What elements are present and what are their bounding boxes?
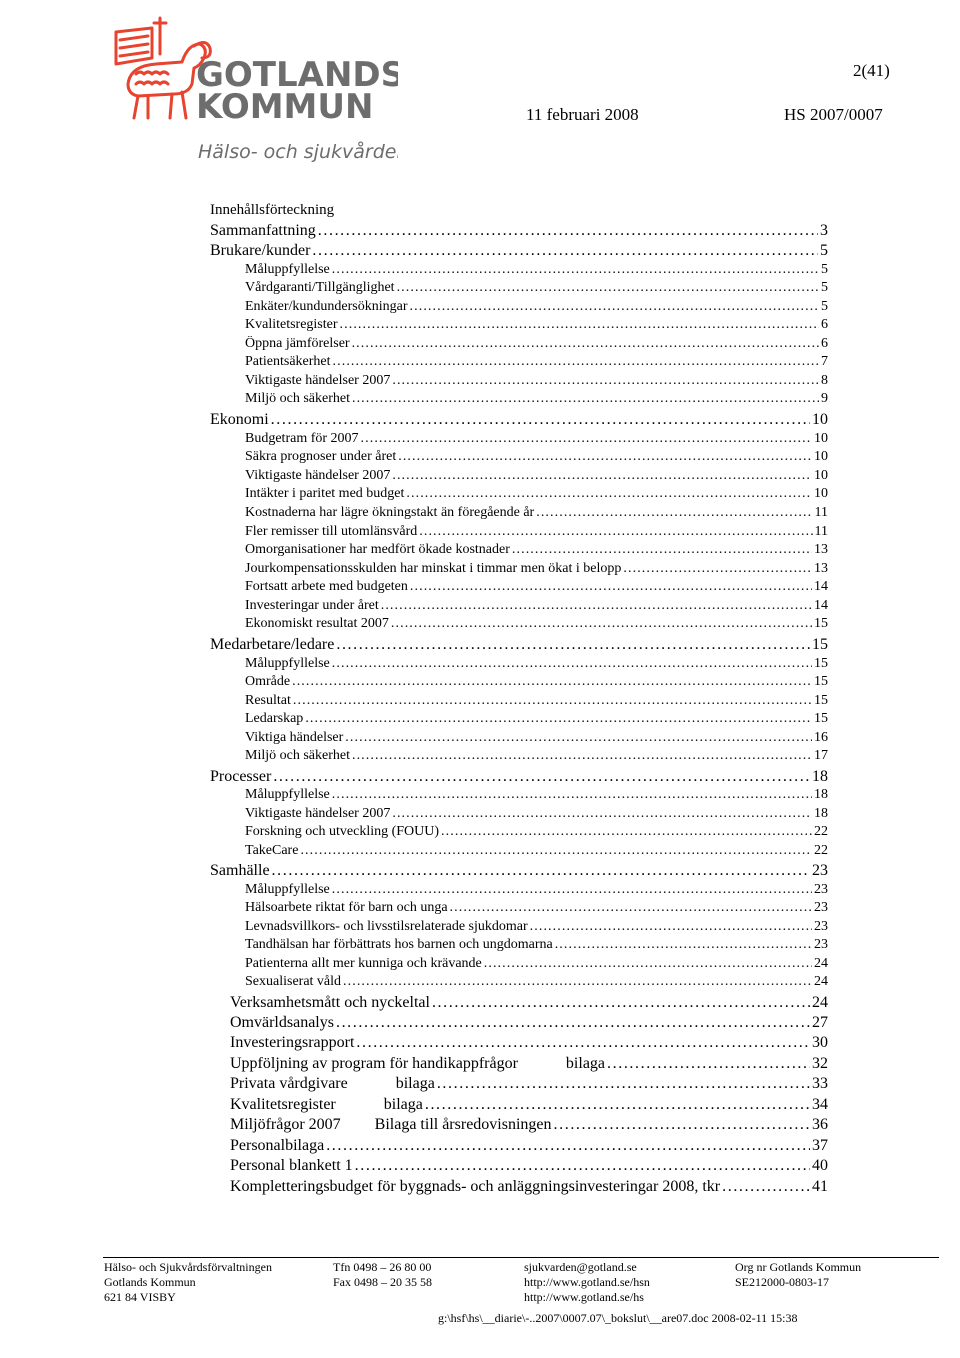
toc-entry-page: 6 [821, 336, 828, 351]
toc-leader-dots [419, 524, 812, 540]
toc-entry-title: Måluppfyllelse [245, 656, 330, 671]
toc-entry[interactable] [245, 843, 828, 859]
toc-entry-title: Måluppfyllelse [245, 882, 330, 897]
toc-entry-suffix: Bilaga till årsredovisningen [374, 1116, 552, 1133]
toc-entry-title: Fler remisser till utomlänsvård [245, 524, 418, 539]
logo-org-line2: KOMMUN [196, 87, 374, 127]
toc-entry-page: 23 [814, 937, 828, 952]
toc-entry[interactable] [210, 222, 828, 240]
toc-entry[interactable] [245, 693, 828, 709]
footer-line: Org nr Gotlands Kommun [735, 1260, 862, 1274]
toc-entry-page: 18 [812, 768, 828, 785]
toc-entry-title: TakeCare [245, 843, 299, 858]
toc-leader-dots [512, 542, 812, 558]
toc-leader-dots [312, 242, 818, 260]
toc-entry-page: 10 [812, 411, 828, 428]
toc-entry[interactable] [210, 242, 828, 260]
toc-entry-title: Intäkter i paritet med budget [245, 486, 405, 501]
footer-divider [103, 1257, 939, 1258]
toc-leader-dots [271, 411, 810, 429]
toc-entry-title: Säkra prognoser under året [245, 449, 397, 464]
toc-entry[interactable] [245, 598, 828, 614]
toc-leader-dots [607, 1055, 810, 1073]
footer-email-link[interactable]: sjukvarden@gotland.se [524, 1260, 637, 1274]
toc-entry-page: 34 [812, 1096, 828, 1113]
toc-leader-dots [352, 748, 812, 764]
toc-leader-dots [300, 843, 812, 859]
toc-entry[interactable] [245, 336, 828, 352]
document-date: 11 februari 2008 [526, 105, 639, 124]
toc-entry-title: Processer [210, 768, 272, 785]
toc-entry-page: 23 [814, 919, 828, 934]
page-number: 2(41) [853, 61, 890, 80]
toc-entry-page: 3 [820, 222, 828, 239]
toc-entry-title: Viktigaste händelser 2007 [245, 468, 391, 483]
toc-entry-title: Personalbilaga [230, 1137, 325, 1154]
toc-entry-title: Måluppfyllelse [245, 262, 330, 277]
toc-entry-page: 9 [821, 391, 828, 406]
file-path: g:\hsf\hs\__diarie\-..2007\0007.07\_bokslut\__are07.doc 2008-02-11 15:38 [438, 1311, 798, 1325]
toc-entry[interactable] [245, 616, 828, 632]
toc-leader-dots [406, 486, 812, 502]
toc-entry-suffix: bilaga [383, 1096, 423, 1113]
toc-entry-page: 13 [814, 561, 828, 576]
toc-entry[interactable] [245, 486, 828, 502]
toc-entry-title: Patientsäkerhet [245, 354, 331, 369]
footer-line: Hälso- och Sjukvårdsförvaltningen [104, 1260, 272, 1274]
toc-entry-title: Budgetram för 2007 [245, 431, 359, 446]
toc-entry[interactable] [245, 431, 828, 447]
toc-entry[interactable] [245, 919, 828, 935]
toc-entry-title: Måluppfyllelse [245, 787, 330, 802]
toc-entry[interactable] [230, 1055, 828, 1073]
toc-entry-suffix: bilaga [395, 1075, 435, 1092]
toc-entry[interactable] [245, 656, 828, 672]
toc-leader-dots [326, 1137, 810, 1155]
toc-entry[interactable] [245, 900, 828, 916]
toc-entry[interactable] [245, 579, 828, 595]
logo-org-line1: GOTLANDS [196, 55, 398, 95]
toc-leader-dots [273, 768, 810, 786]
footer-line: SE212000-0803-17 [735, 1275, 829, 1289]
toc-entry-suffix: bilaga [565, 1055, 606, 1072]
toc-leader-dots [355, 1157, 810, 1175]
toc-entry-title: Kostnaderna har lägre ökningstakt än föregående år [245, 505, 535, 520]
toc-entry-page: 6 [821, 317, 828, 332]
toc-leader-dots [332, 656, 812, 672]
toc-entry-title: Ekonomi [210, 411, 269, 428]
toc-leader-dots [410, 299, 819, 315]
toc-entry[interactable] [210, 636, 828, 654]
toc-leader-dots [336, 1014, 810, 1032]
toc-entry[interactable] [245, 561, 828, 577]
toc-entry-page: 15 [814, 616, 828, 631]
toc-entry[interactable] [245, 373, 828, 389]
toc-entry-title: Brukare/kunder [210, 242, 311, 259]
toc-entry[interactable] [230, 1137, 828, 1155]
toc-entry[interactable] [245, 505, 828, 521]
toc-leader-dots [398, 449, 812, 465]
toc-entry[interactable] [245, 956, 828, 972]
toc-entry[interactable] [230, 1157, 828, 1175]
toc-entry[interactable] [245, 280, 828, 296]
toc-entry-title: Omvärldsanalys [230, 1014, 334, 1031]
toc-entry-title: Vårdgaranti/Tillgänglighet [245, 280, 395, 295]
toc-entry[interactable] [230, 994, 828, 1012]
toc-entry[interactable] [245, 806, 828, 822]
toc-entry[interactable] [245, 730, 828, 746]
toc-entry-page: 18 [814, 787, 828, 802]
document-reference: HS 2007/0007 [784, 105, 883, 124]
toc-entry-page: 17 [814, 748, 828, 763]
toc-entry-page: 5 [821, 280, 828, 295]
toc-leader-dots [352, 391, 819, 407]
toc-entry-page: 33 [812, 1075, 828, 1092]
toc-leader-dots [332, 882, 812, 898]
toc-leader-dots [530, 919, 812, 935]
toc-entry-title: Miljö och säkerhet [245, 391, 350, 406]
toc-entry[interactable] [245, 524, 828, 540]
toc-entry-title: Viktiga händelser [245, 730, 344, 745]
toc-entry-title: Viktigaste händelser 2007 [245, 373, 391, 388]
toc-entry-page: 22 [814, 824, 828, 839]
toc-entry[interactable] [245, 787, 828, 803]
toc-entry-title: Ekonomiskt resultat 2007 [245, 616, 389, 631]
toc-entry-title: Kvalitetsregister [245, 317, 338, 332]
toc-leader-dots [381, 598, 812, 614]
toc-entry-title: Viktigaste händelser 2007 [245, 806, 391, 821]
toc-entry-page: 15 [814, 711, 828, 726]
toc-entry[interactable] [245, 937, 828, 953]
toc-leader-dots [340, 317, 819, 333]
footer-line: Gotlands Kommun [104, 1275, 196, 1289]
footer-org [735, 1260, 861, 1290]
toc-leader-dots [432, 994, 810, 1012]
toc-leader-dots [450, 900, 812, 916]
toc-entry-page: 24 [814, 974, 828, 989]
toc-entry-page: 8 [821, 373, 828, 388]
toc-leader-dots [361, 431, 812, 447]
toc-leader-dots [293, 693, 812, 709]
toc-entry[interactable] [245, 299, 828, 315]
toc-leader-dots [722, 1178, 810, 1196]
toc-entry-page: 18 [814, 806, 828, 821]
toc-leader-dots [623, 561, 812, 577]
toc-entry-title: Investeringar under året [245, 598, 379, 613]
toc-entry-page: 32 [812, 1055, 828, 1072]
toc-entry-page: 24 [814, 956, 828, 971]
toc-leader-dots [352, 336, 819, 352]
toc-entry-title: Tandhälsan har förbättrats hos barnen och ungdomarna [245, 937, 553, 952]
toc-leader-dots [332, 262, 819, 278]
toc-entry[interactable] [245, 974, 828, 990]
toc-entry-page: 24 [812, 994, 828, 1011]
toc-leader-dots [410, 579, 812, 595]
toc-leader-dots [554, 1116, 810, 1134]
toc-entry[interactable] [210, 411, 828, 429]
toc-leader-dots [332, 787, 812, 803]
toc-entry-page: 11 [814, 524, 828, 539]
toc-entry-page: 7 [821, 354, 828, 369]
toc-entry-page: 5 [820, 242, 828, 259]
toc-leader-dots [305, 711, 812, 727]
toc-leader-dots [391, 616, 812, 632]
toc-entry-title: Jourkompensationsskulden har minskat i timmar men ökat i belopp [245, 561, 622, 576]
toc-entry[interactable] [230, 1075, 828, 1093]
logo-department: Hälso- och sjukvården [198, 141, 398, 163]
toc-entry-page: 15 [812, 636, 828, 653]
toc-leader-dots [437, 1075, 810, 1093]
toc-leader-dots [292, 674, 812, 690]
footer-url-link[interactable]: http://www.gotland.se/hs [524, 1290, 644, 1304]
footer-url-link[interactable]: http://www.gotland.se/hsn [524, 1275, 650, 1289]
toc-leader-dots [425, 1096, 810, 1114]
toc-entry[interactable] [245, 674, 828, 690]
toc-entry-page: 40 [812, 1157, 828, 1174]
toc-entry-title: Ledarskap [245, 711, 304, 726]
footer-line: 621 84 VISBY [104, 1290, 176, 1304]
toc-leader-dots [333, 354, 819, 370]
toc-entry-title: Omorganisationer har medfört ökade kostnader [245, 542, 510, 557]
toc-entry-page: 15 [814, 656, 828, 671]
toc-entry-title: Verksamhetsmått och nyckeltal [230, 994, 430, 1011]
toc-entry-page: 23 [814, 882, 828, 897]
toc-entry-page: 30 [812, 1034, 828, 1051]
toc-entry-page: 5 [821, 262, 828, 277]
toc-entry[interactable] [245, 824, 828, 840]
toc-entry-title: Investeringsrapport [230, 1034, 355, 1051]
toc-entry-page: 41 [812, 1178, 828, 1195]
toc-leader-dots [318, 222, 818, 240]
toc-leader-dots [441, 824, 812, 840]
toc-leader-dots [536, 505, 812, 521]
toc-entry-title: Privata vårdgivare [230, 1075, 348, 1092]
toc-leader-dots [272, 862, 810, 880]
toc-entry-page: 23 [814, 900, 828, 915]
toc-entry[interactable] [210, 862, 828, 880]
toc-entry-title: Kompletteringsbudget för byggnads- och anläggningsinvesteringar 2008, tkr [230, 1178, 721, 1195]
toc-leader-dots [397, 280, 819, 296]
toc-leader-dots [555, 937, 812, 953]
toc-leader-dots [392, 468, 812, 484]
toc-entry[interactable] [245, 882, 828, 898]
toc-leader-dots [484, 956, 812, 972]
footer-address [104, 1260, 272, 1305]
toc-entry[interactable] [245, 449, 828, 465]
toc-leader-dots [392, 373, 819, 389]
toc-entry-title: Levnadsvillkors- och livsstilsrelaterade sjukdomar [245, 919, 528, 934]
toc-entry-title: Samhälle [210, 862, 270, 879]
toc-entry-title: Öppna jämförelser [245, 336, 350, 351]
toc-entry-page: 36 [812, 1116, 828, 1133]
toc-entry[interactable] [230, 1014, 828, 1032]
toc-entry-title: Fortsatt arbete med budgeten [245, 579, 408, 594]
toc-entry[interactable] [245, 468, 828, 484]
toc-leader-dots [345, 730, 812, 746]
toc-entry-page: 15 [814, 674, 828, 689]
toc-entry[interactable] [245, 711, 828, 727]
toc-entry-title: Medarbetare/ledare [210, 636, 335, 653]
footer-line: Fax 0498 – 20 35 58 [333, 1275, 432, 1289]
footer-phone [333, 1260, 432, 1290]
toc-leader-dots [336, 636, 810, 654]
toc-entry[interactable] [230, 1096, 828, 1114]
toc-entry[interactable] [245, 262, 828, 278]
toc-entry-title: Miljö och säkerhet [245, 748, 350, 763]
toc-entry-page: 23 [812, 862, 828, 879]
toc-leader-dots [356, 1034, 810, 1052]
toc-entry-page: 5 [821, 299, 828, 314]
toc-entry-page: 37 [812, 1137, 828, 1154]
toc-entry-page: 10 [814, 468, 828, 483]
toc-entry-title: Miljöfrågor 2007 [230, 1116, 341, 1133]
toc-entry-page: 13 [814, 542, 828, 557]
toc-entry[interactable] [230, 1034, 828, 1052]
toc-entry[interactable] [245, 317, 828, 333]
toc-entry[interactable] [245, 748, 828, 764]
toc-entry-title: Sexualiserat våld [245, 974, 342, 989]
toc-entry[interactable] [245, 391, 828, 407]
toc-entry-title: Uppföljning av program för handikappfrågor [230, 1055, 518, 1072]
toc-entry[interactable] [245, 354, 828, 370]
toc-entry-page: 11 [814, 505, 828, 520]
toc-entry[interactable] [245, 542, 828, 558]
toc-entry[interactable] [210, 768, 828, 786]
toc-entry-title: Patienterna allt mer kunniga och krävande [245, 956, 482, 971]
toc-entry-page: 10 [814, 486, 828, 501]
toc-entry-page: 16 [814, 730, 828, 745]
toc-entry-title: Enkäter/kundundersökningar [245, 299, 408, 314]
toc-entry-page: 22 [814, 843, 828, 858]
toc-leader-dots [343, 974, 812, 990]
toc-entry-page: 15 [814, 693, 828, 708]
toc-entry-title: Personal blankett 1 [230, 1157, 353, 1174]
toc-heading: Innehållsförteckning [210, 202, 335, 218]
toc-entry-title: Sammanfattning [210, 222, 316, 239]
toc-entry-page: 10 [814, 449, 828, 464]
toc-entry[interactable] [230, 1116, 828, 1134]
footer-line: Tfn 0498 – 26 80 00 [333, 1260, 432, 1274]
toc-entry-page: 27 [812, 1014, 828, 1031]
toc-entry-page: 14 [814, 598, 828, 613]
toc-leader-dots [392, 806, 812, 822]
toc-entry-page: 14 [814, 579, 828, 594]
toc-entry-title: Kvalitetsregister [230, 1096, 336, 1113]
toc-entry-title: Resultat [245, 693, 291, 708]
toc-entry[interactable] [230, 1178, 828, 1196]
toc-entry-title: Hälsoarbete riktat för barn och unga [245, 900, 448, 915]
toc-entry-title: Forskning och utveckling (FOUU) [245, 824, 440, 839]
toc-entry-title: Område [245, 674, 291, 689]
toc-entry-page: 10 [814, 431, 828, 446]
footer-web [524, 1260, 650, 1305]
